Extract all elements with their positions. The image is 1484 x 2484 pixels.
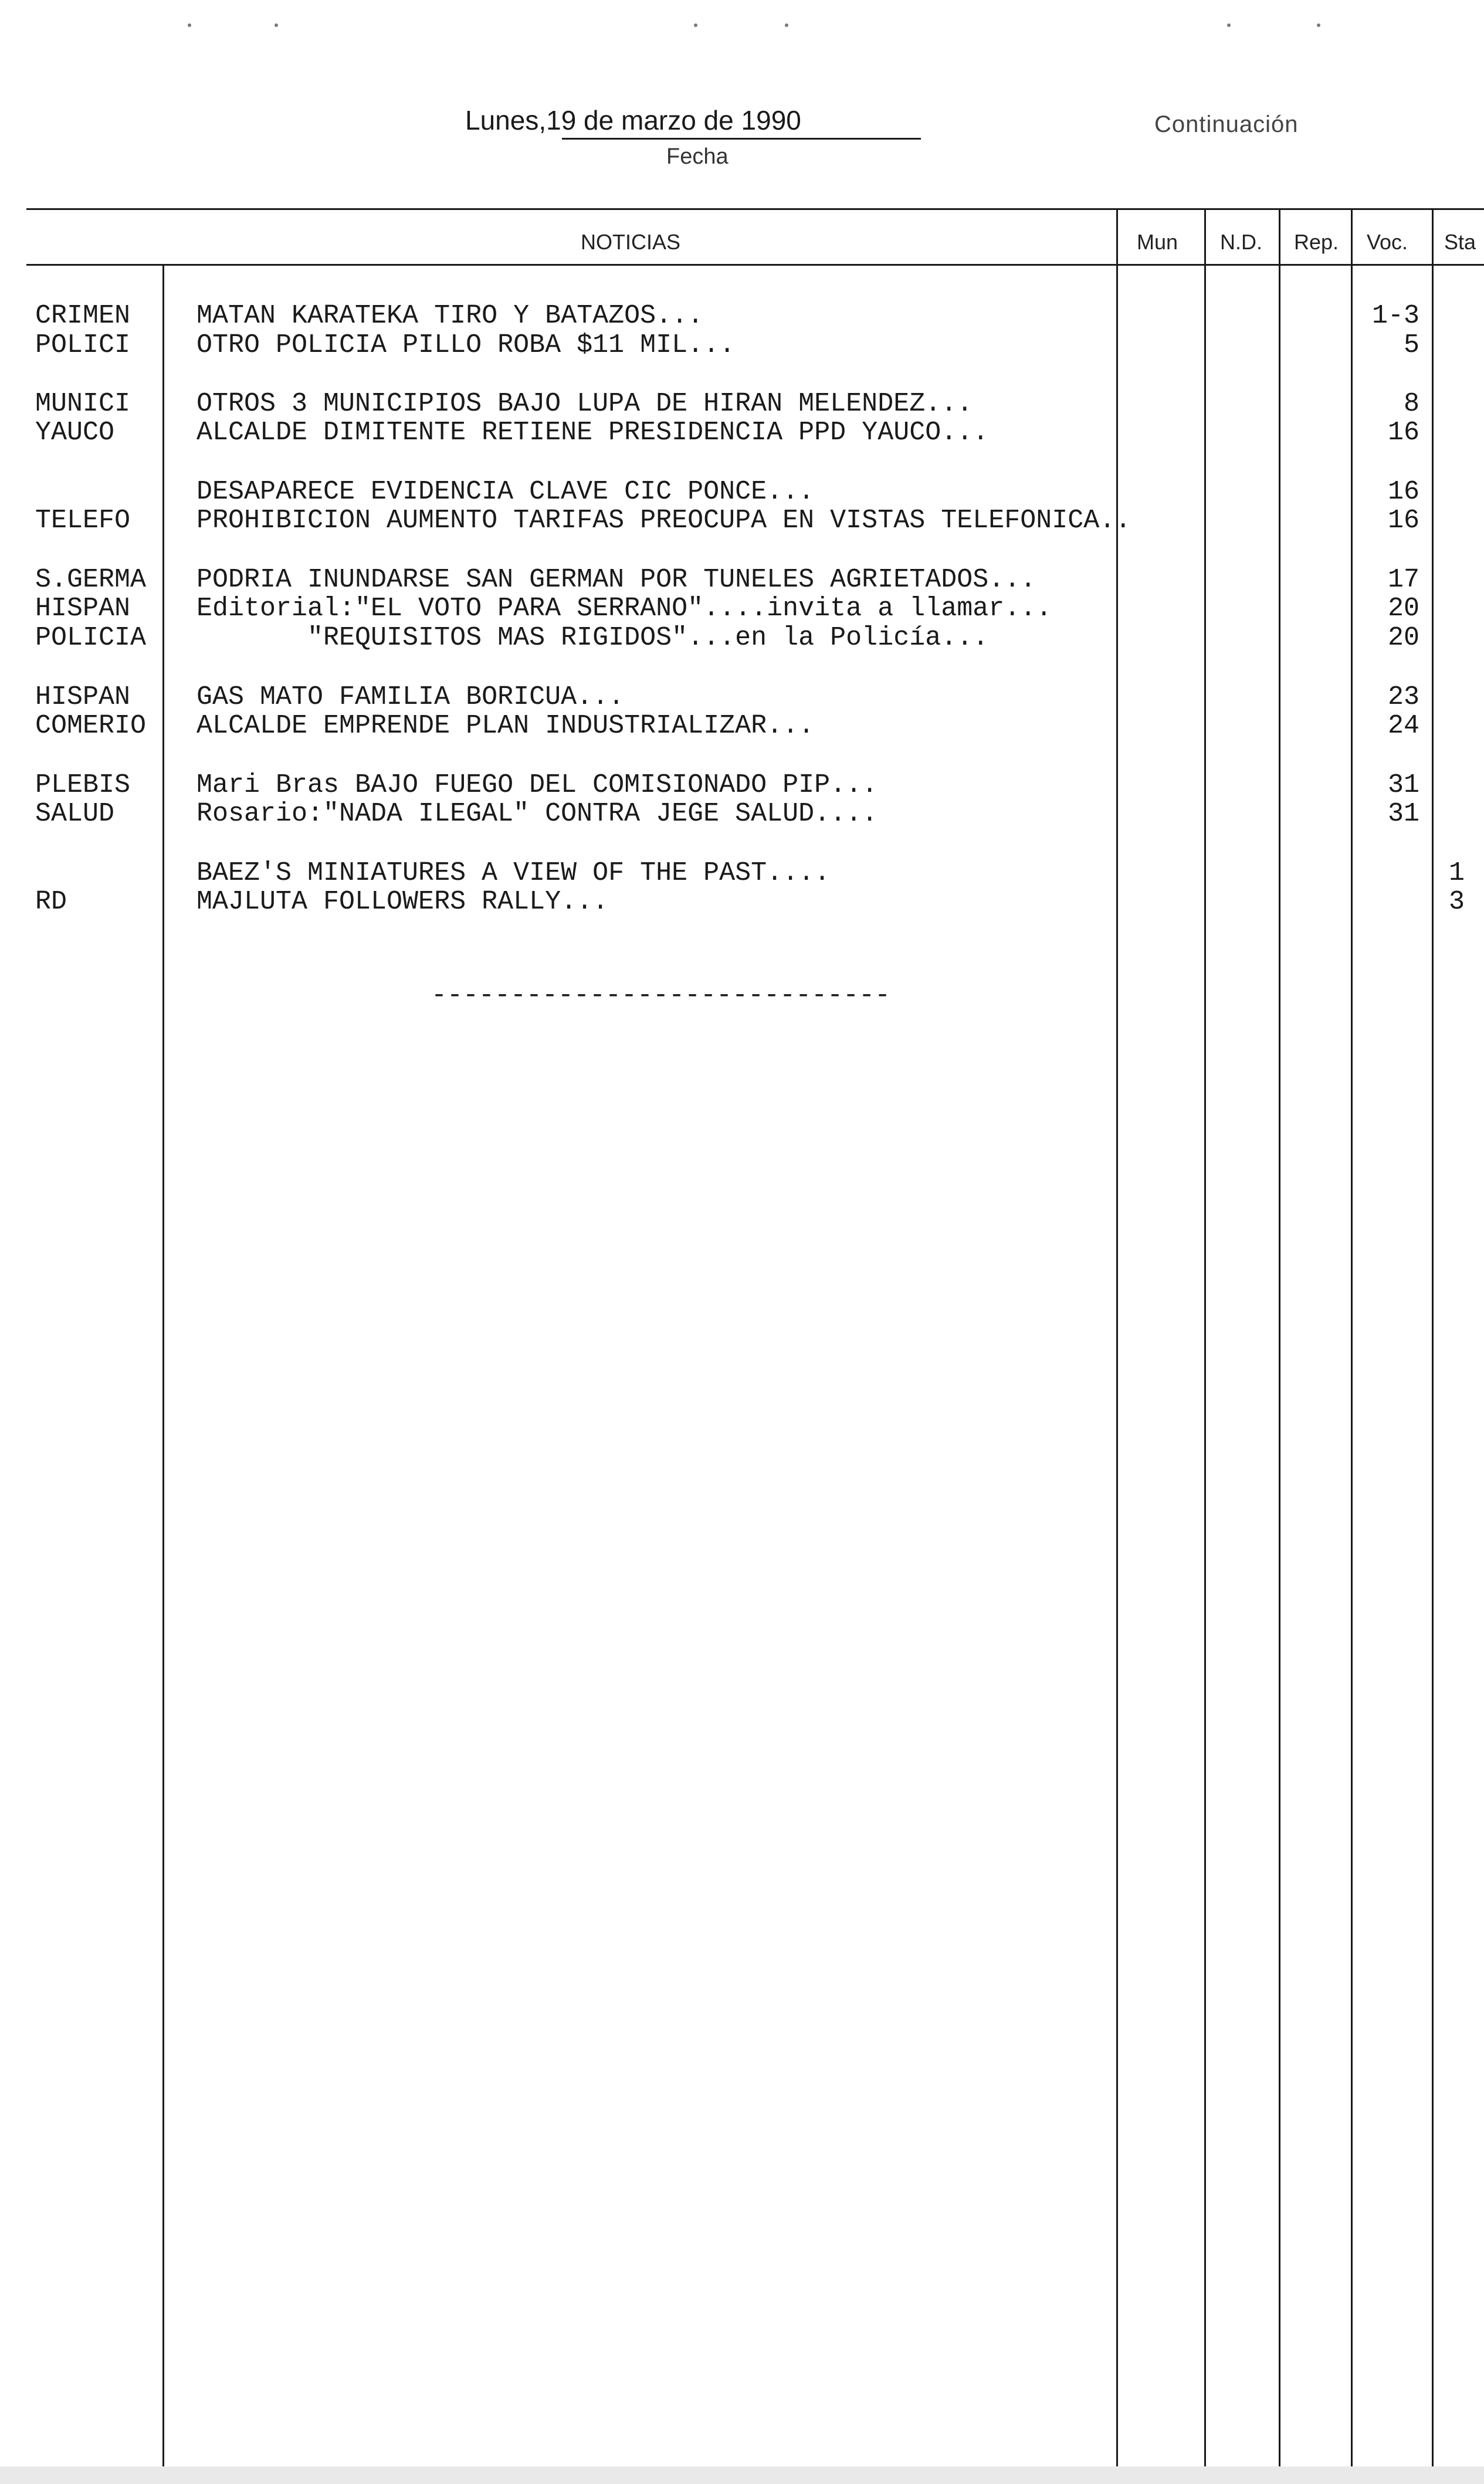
row-voc: 31 <box>1387 799 1419 829</box>
row-voc: 16 <box>1387 418 1419 448</box>
row-category: PLEBIS <box>35 770 131 800</box>
column-header-noticias: NOTICIAS <box>581 230 681 254</box>
row-voc: 20 <box>1387 594 1419 623</box>
row-title: OTROS 3 MUNICIPIOS BAJO LUPA DE HIRAN MELENDEZ... <box>196 389 973 419</box>
row-title: ALCALDE DIMITENTE RETIENE PRESIDENCIA PPD YAUCO... <box>196 418 989 448</box>
row-voc: 17 <box>1387 565 1419 595</box>
mun-column-rule <box>1116 208 1118 2466</box>
voc-column-rule <box>1351 208 1353 2466</box>
row-category: HISPAN <box>35 682 131 712</box>
column-header-nd: N.D. <box>1220 230 1262 254</box>
row-title: Mari Bras BAJO FUEGO DEL COMISIONADO PIP... <box>196 770 878 800</box>
column-header-voc: Voc. <box>1367 230 1408 254</box>
date-label: Fecha <box>666 144 729 169</box>
category-column-rule <box>162 264 164 2466</box>
row-title: OTRO POLICIA PILLO ROBA $11 MIL... <box>196 330 736 360</box>
row-voc: 31 <box>1387 770 1419 800</box>
row-voc: 24 <box>1387 711 1419 741</box>
row-voc: 5 <box>1403 330 1419 360</box>
report-date: Lunes,19 de marzo de 1990 <box>465 105 801 135</box>
scan-speck <box>1317 23 1320 27</box>
row-sta: 3 <box>1449 887 1465 917</box>
row-title: Editorial:"EL VOTO PARA SERRANO"....invita a llamar... <box>196 594 1052 623</box>
scan-speck <box>275 23 278 27</box>
row-category: SALUD <box>35 799 115 829</box>
row-category: HISPAN <box>35 594 131 623</box>
row-voc: 8 <box>1403 389 1419 419</box>
row-title: DESAPARECE EVIDENCIA CLAVE CIC PONCE... <box>196 477 815 507</box>
scan-speck <box>694 23 697 27</box>
scan-speck <box>785 23 788 27</box>
date-underline <box>562 138 921 140</box>
continuation-label: Continuación <box>1154 111 1299 137</box>
row-category: TELEFO <box>35 506 131 536</box>
row-voc: 23 <box>1387 682 1419 712</box>
row-category: S.GERMA <box>35 565 147 595</box>
row-voc: 1-3 <box>1371 301 1419 331</box>
row-category: MUNICI <box>35 389 131 419</box>
table-header-rule <box>26 264 1484 266</box>
rep-column-rule <box>1279 208 1280 2466</box>
row-title: "REQUISITOS MAS RIGIDOS"...en la Policía... <box>196 623 989 653</box>
row-voc: 20 <box>1387 623 1419 653</box>
row-category: COMERIO <box>35 711 147 741</box>
row-title: GAS MATO FAMILIA BORICUA... <box>196 682 625 712</box>
table-top-rule <box>26 208 1484 210</box>
sta-column-rule <box>1432 208 1434 2466</box>
row-title: MAJLUTA FOLLOWERS RALLY... <box>196 887 609 917</box>
row-title: MATAN KARATEKA TIRO Y BATAZOS... <box>196 301 704 331</box>
row-title: PODRIA INUNDARSE SAN GERMAN POR TUNELES AGRIETADOS... <box>196 565 1036 595</box>
row-voc: 16 <box>1387 477 1419 507</box>
scan-speck <box>188 23 191 27</box>
nd-column-rule <box>1204 208 1206 2466</box>
row-category: YAUCO <box>35 418 115 448</box>
row-title: ALCALDE EMPRENDE PLAN INDUSTRIALIZAR... <box>196 711 815 741</box>
row-category: POLICI <box>35 330 131 360</box>
row-title: Rosario:"NADA ILEGAL" CONTRA JEGE SALUD.... <box>196 799 878 829</box>
row-sta: 1 <box>1449 858 1465 888</box>
end-divider: ----------------------------- <box>431 981 891 1011</box>
column-header-mun: Mun <box>1137 230 1178 254</box>
column-header-sta: Sta <box>1444 230 1476 254</box>
row-title: BAEZ'S MINIATURES A VIEW OF THE PAST.... <box>196 858 831 888</box>
row-category: RD <box>35 887 67 917</box>
row-category: CRIMEN <box>35 301 131 331</box>
scan-bottom-edge <box>0 2466 1484 2484</box>
row-category: POLICIA <box>35 623 147 653</box>
column-header-rep: Rep. <box>1294 230 1339 254</box>
scan-speck <box>1227 23 1231 27</box>
row-title: PROHIBICION AUMENTO TARIFAS PREOCUPA EN VISTAS TELEFONICA.. <box>196 506 1131 536</box>
row-voc: 16 <box>1387 506 1419 536</box>
